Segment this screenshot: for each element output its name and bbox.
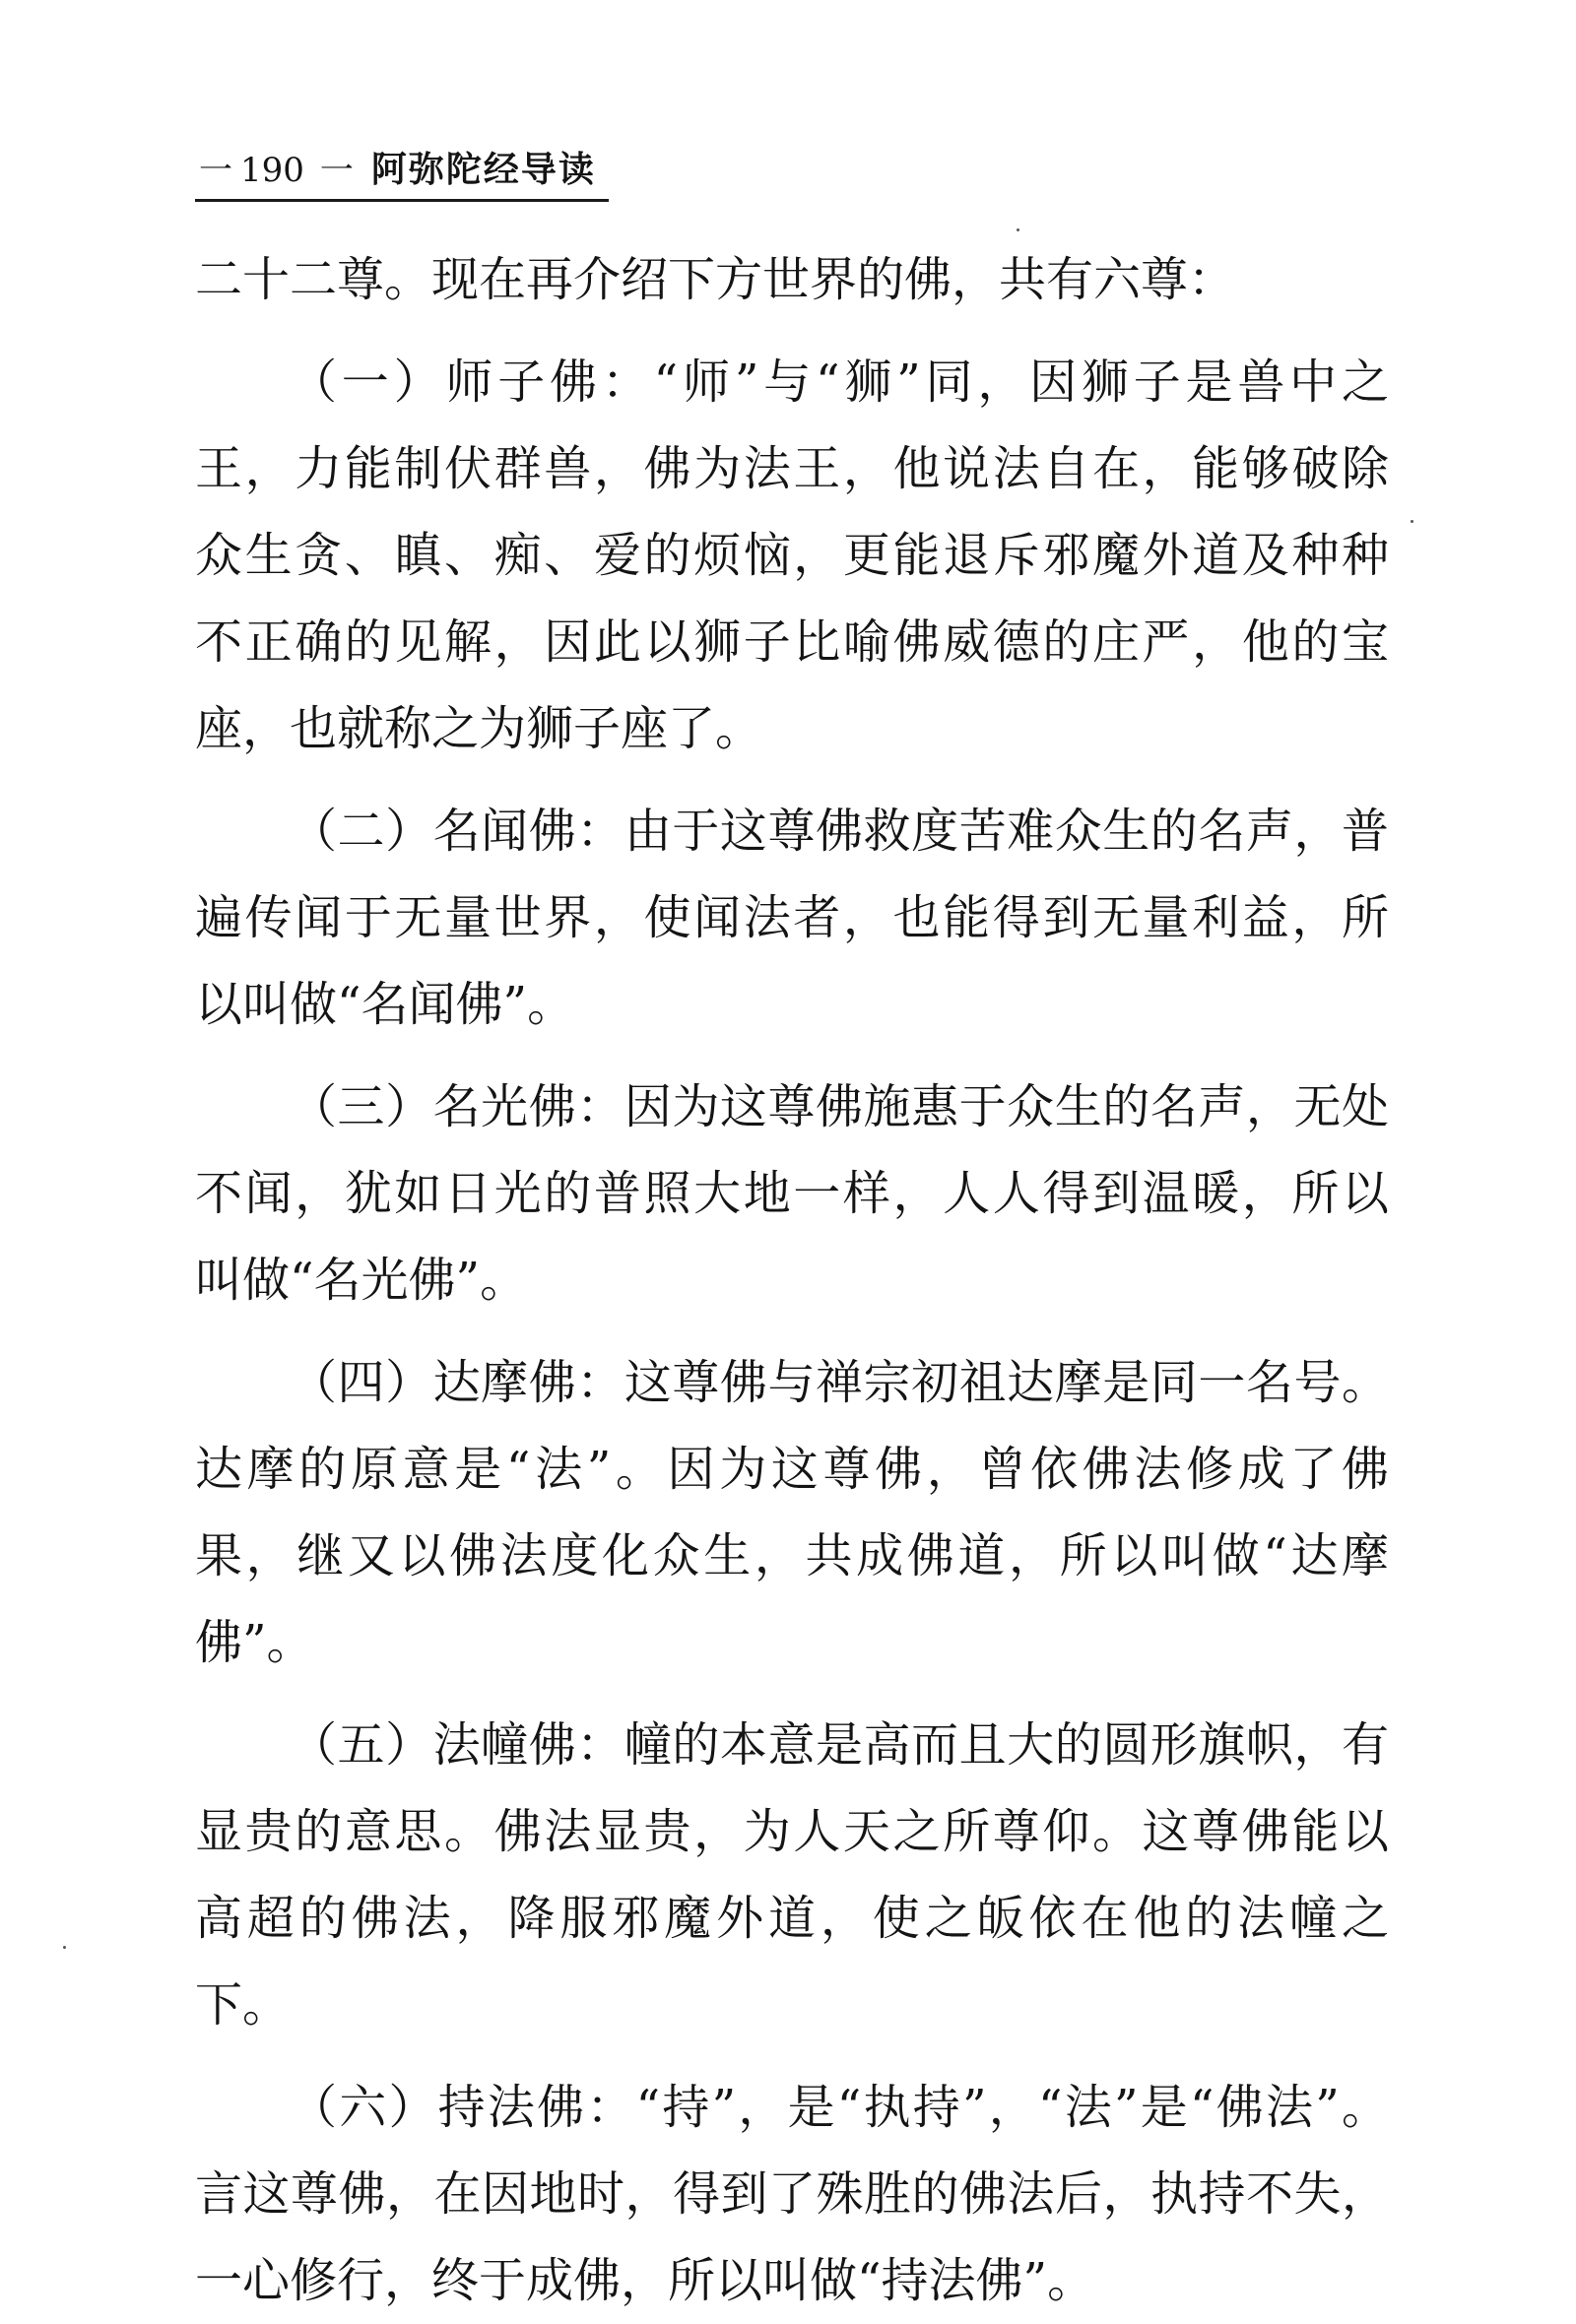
paragraph-gap: [195, 323, 1389, 339]
paragraph-gap: [195, 772, 1389, 788]
text-line: 佛”。: [195, 1615, 314, 1670]
header-rule: [195, 199, 609, 202]
text-line: 一心修行，终于成佛，所以叫做“持法佛”。: [195, 2253, 1095, 2308]
text-line: （一）师子佛：“师”与“狮”同，因狮子是兽中之: [290, 355, 1389, 410]
text-line: 果，继又以佛法度化众生，共成佛道，所以叫做“达摩: [195, 1528, 1389, 1583]
text-line: 众生贪、瞋、痴、爱的烦恼，更能退斥邪魔外道及种种: [195, 528, 1389, 583]
text-line: 王，力能制伏群兽，佛为法王，他说法自在，能够破除: [195, 441, 1389, 496]
text-line: 以叫做“名闻佛”。: [195, 977, 575, 1032]
page-number: 190: [240, 151, 304, 190]
text-line: 不正确的见解，因此以狮子比喻佛威德的庄严，他的宝: [195, 614, 1389, 670]
scan-speck: [1411, 520, 1413, 523]
paragraph-gap: [195, 2048, 1389, 2064]
text-line: 显贵的意思。佛法显贵，为人天之所尊仰。这尊佛能以: [195, 1804, 1389, 1859]
running-header: [195, 148, 609, 193]
text-line: （三）名光佛：因为这尊佛施惠于众生的名声，无处: [290, 1079, 1389, 1134]
text-line: 下。: [195, 1977, 291, 2033]
text-line: 二十二尊。现在再介绍下方世界的佛，共有六尊：: [195, 252, 1236, 307]
text-line: （二）名闻佛：由于这尊佛救度苦难众生的名声，普: [290, 804, 1389, 859]
text-line: 叫做“名光佛”。: [195, 1253, 528, 1308]
body-text: [195, 236, 1389, 2324]
header-dash-left: 一: [199, 151, 232, 190]
text-line: 高超的佛法，降服邪魔外道，使之皈依在他的法幢之: [195, 1891, 1389, 1946]
text-line: （五）法幢佛：幢的本意是高而且大的圆形旗帜，有: [290, 1717, 1389, 1773]
scan-speck: [1017, 228, 1019, 231]
text-line: （六）持法佛：“持”，是“执持”，“法”是“佛法”。: [290, 2080, 1389, 2135]
text-line: 座，也就称之为狮子座了。: [195, 701, 763, 756]
scan-speck: [63, 1946, 66, 1949]
text-line: 达摩的原意是“法”。因为这尊佛，曾依佛法修成了佛: [195, 1442, 1389, 1497]
paragraph-gap: [195, 1686, 1389, 1702]
text-line: 言这尊佛，在因地时，得到了殊胜的佛法后，执持不失，: [195, 2166, 1389, 2222]
text-line: （四）达摩佛：这尊佛与禅宗初祖达摩是同一名号。: [290, 1355, 1389, 1410]
book-title: 阿弥陀经导读: [370, 150, 596, 190]
paragraph-gap: [195, 1048, 1389, 1064]
text-line: 不闻，犹如日光的普照大地一样，人人得到温暖，所以: [195, 1166, 1389, 1221]
text-line: 遍传闻于无量世界，使闻法者，也能得到无量利益，所: [195, 890, 1389, 945]
paragraph-gap: [195, 1323, 1389, 1339]
header-dash-right: 一: [319, 151, 354, 190]
